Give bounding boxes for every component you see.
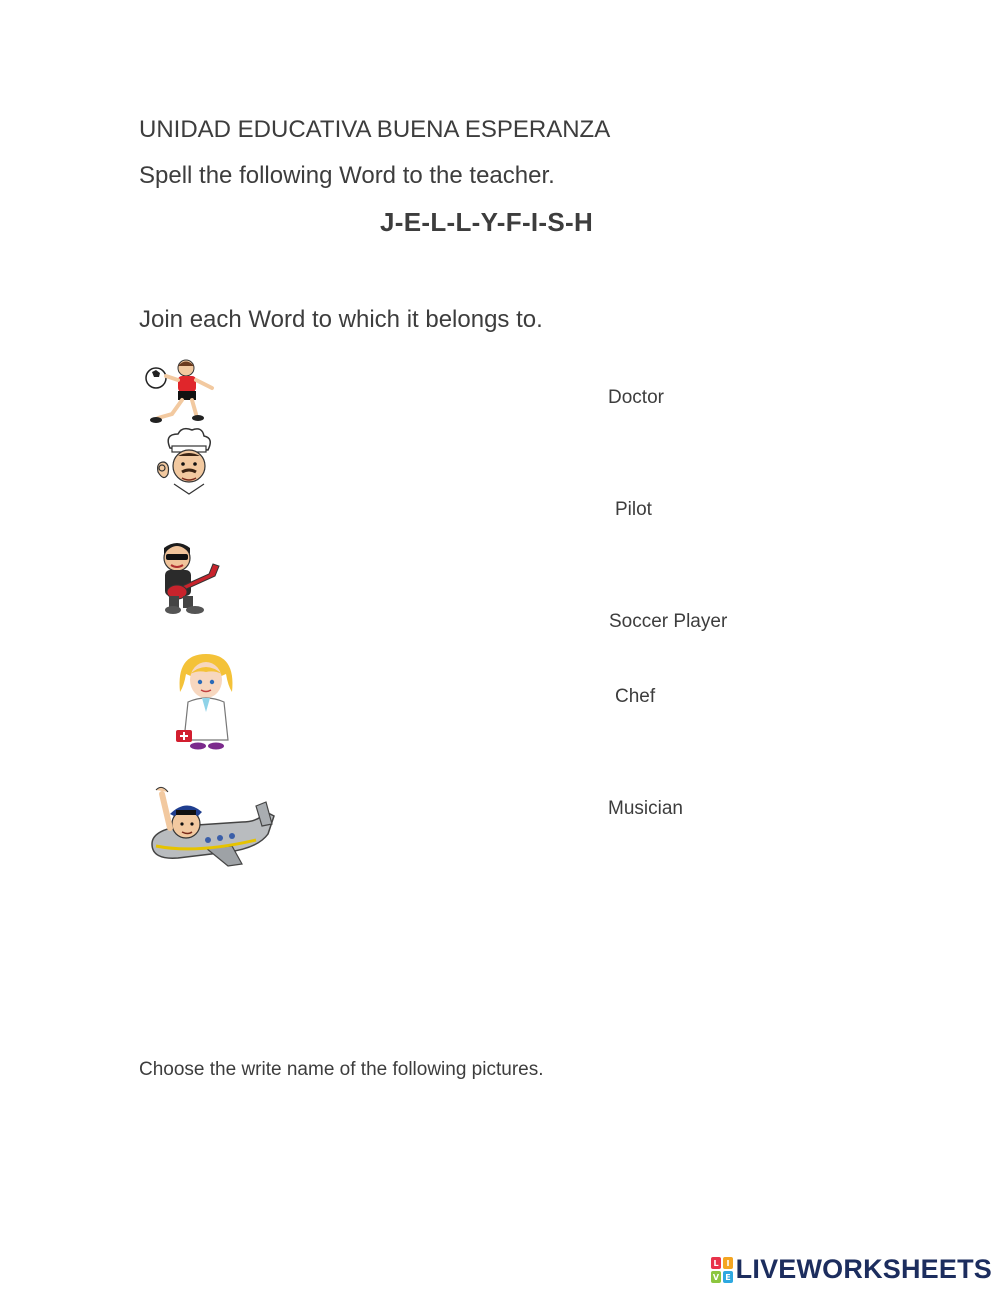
word-soccer-player[interactable]: Soccer Player xyxy=(609,611,728,632)
choose-instruction: Choose the write name of the following pictures. xyxy=(139,1059,544,1080)
svg-text:V: V xyxy=(712,1272,719,1282)
chef-icon[interactable] xyxy=(152,426,224,503)
svg-text:E: E xyxy=(724,1272,731,1282)
word-pilot[interactable]: Pilot xyxy=(615,499,652,520)
word-doctor[interactable]: Doctor xyxy=(608,387,664,408)
word-chef[interactable]: Chef xyxy=(615,686,656,707)
svg-text:I: I xyxy=(726,1258,730,1268)
spelled-word: J-E-L-L-Y-F-I-S-H xyxy=(380,207,594,237)
liveworksheets-logo xyxy=(711,1254,992,1285)
musician-icon[interactable] xyxy=(155,542,225,621)
matching-instruction: Join each Word to which it belongs to. xyxy=(139,306,543,333)
soccer-player-icon[interactable] xyxy=(138,358,220,433)
pilot-icon[interactable] xyxy=(146,784,278,879)
liveworksheets-logo-text: LIVEWORKSHEETS xyxy=(735,1254,992,1284)
spell-instruction: Spell the following Word to the teacher. xyxy=(139,162,555,189)
svg-text:L: L xyxy=(713,1258,719,1268)
doctor-icon[interactable] xyxy=(170,652,242,757)
word-musician[interactable]: Musician xyxy=(608,798,683,819)
school-name: UNIDAD EDUCATIVA BUENA ESPERANZA xyxy=(139,116,611,143)
liveworksheets-logo-icon xyxy=(711,1257,733,1283)
